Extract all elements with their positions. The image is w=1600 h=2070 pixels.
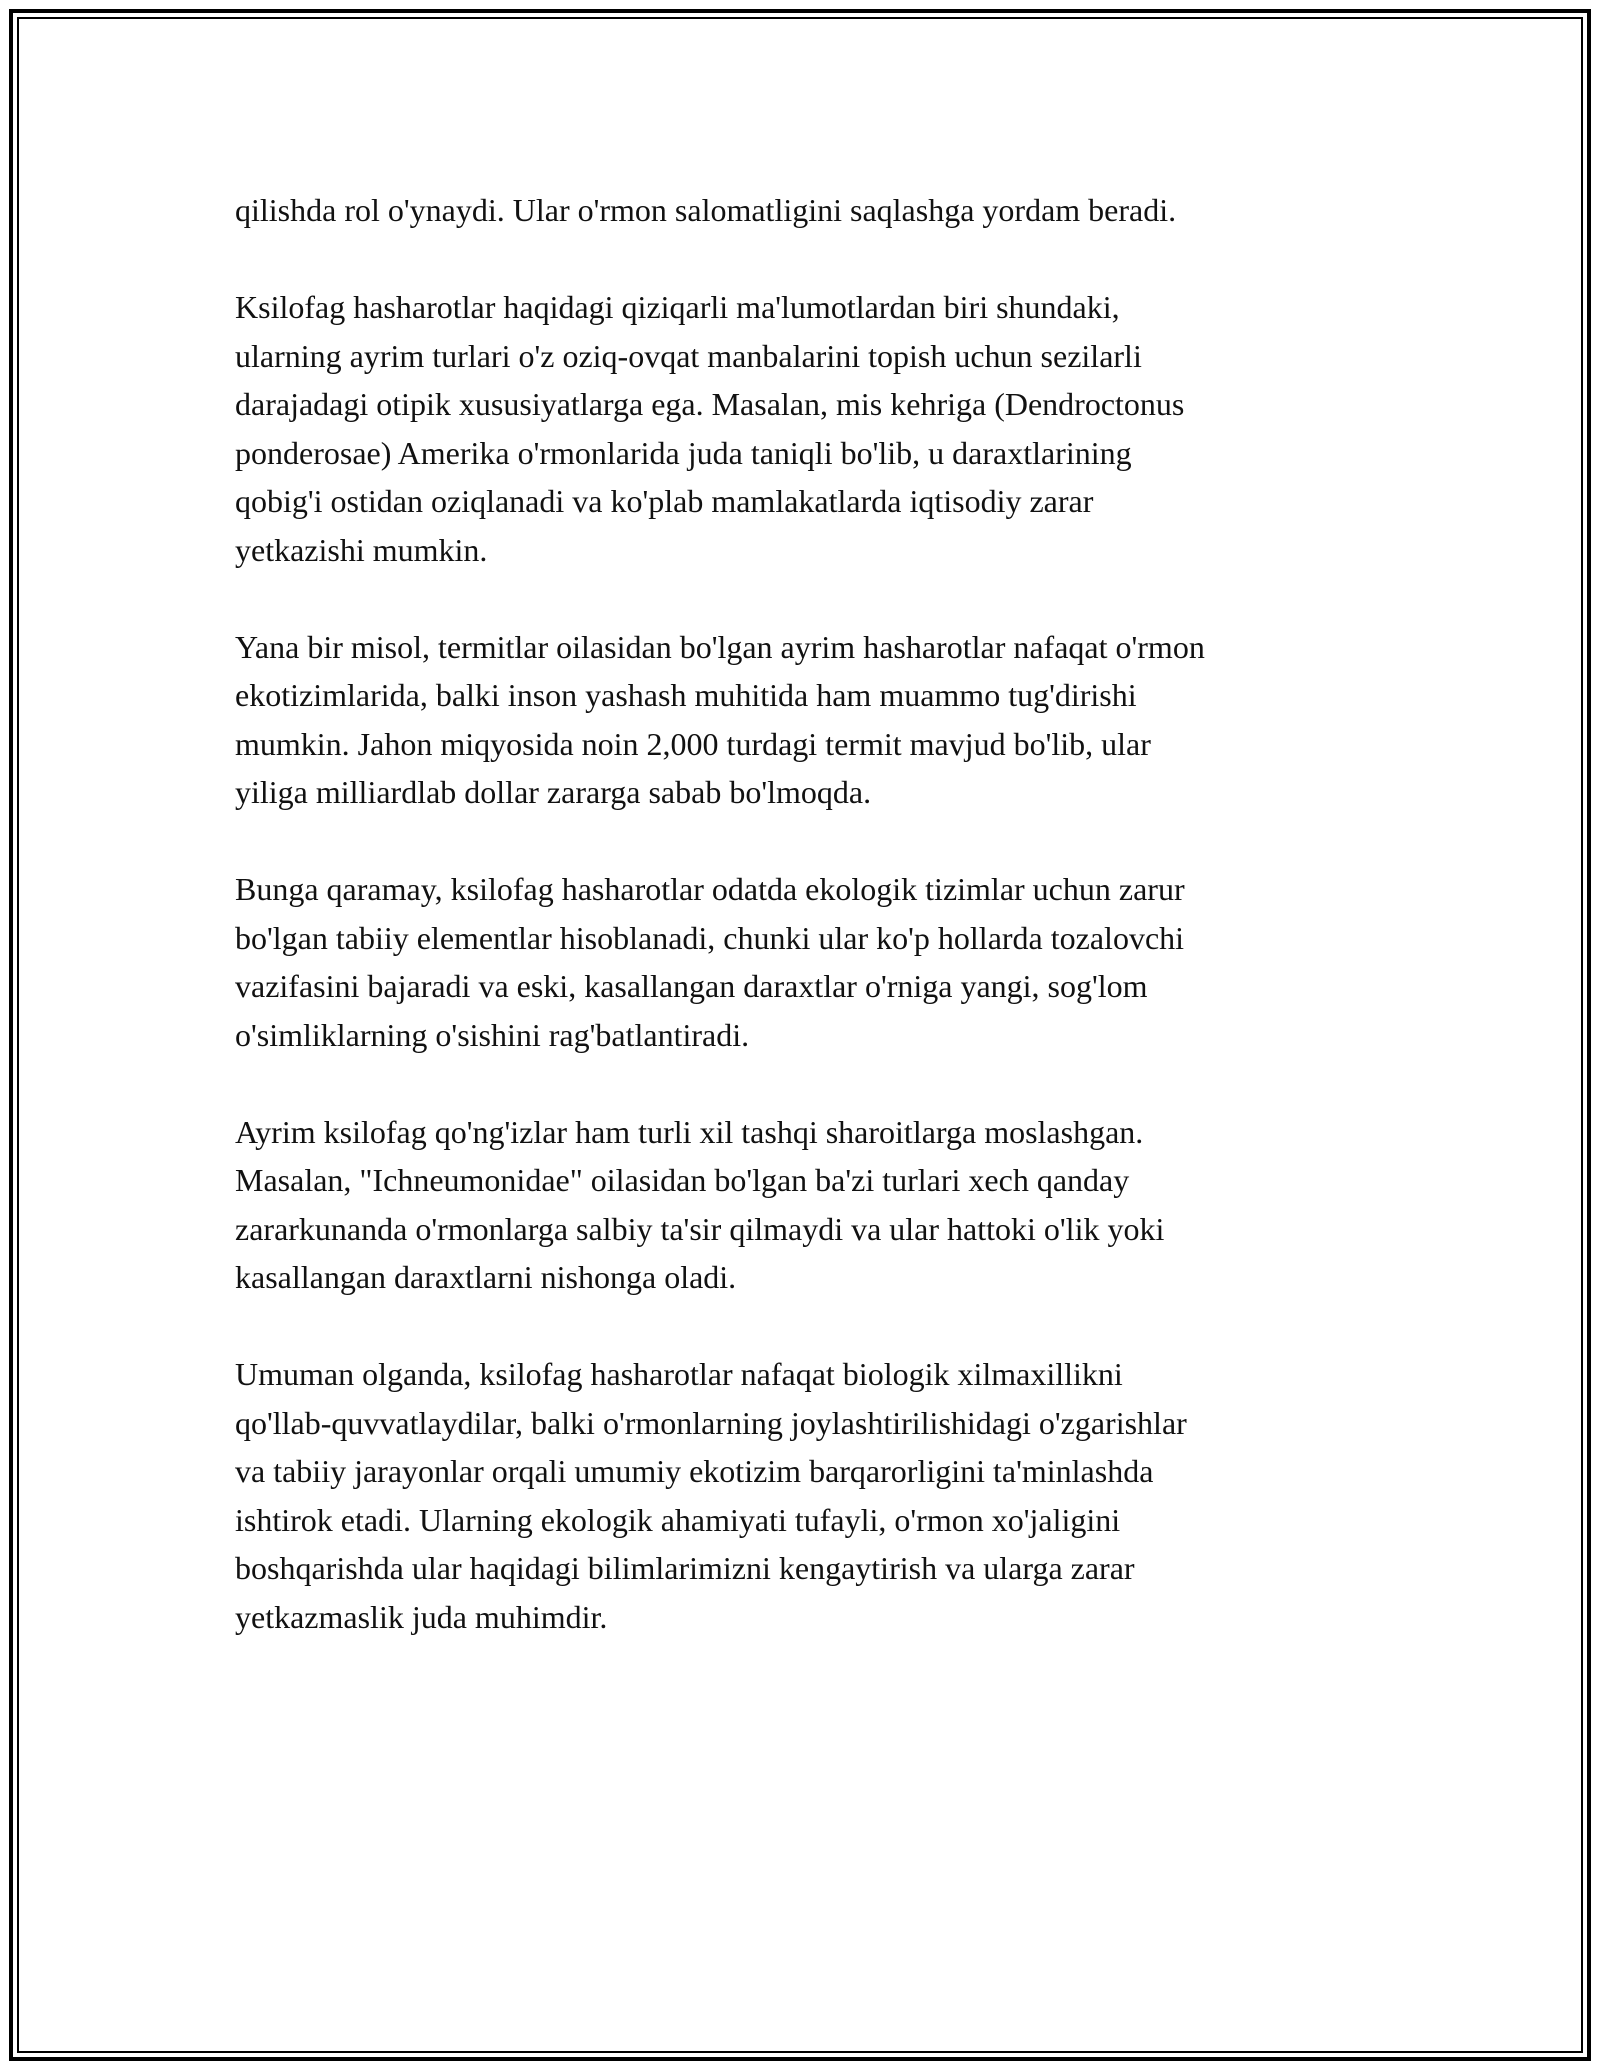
paragraph-adaptation: Ayrim ksilofag qo'ng'izlar ham turli xil tashqi sharoitlarga moslashgan. Masalan, "Ichneumonidae" oilasidan bo'lgan ba'zi turlari xech qanday zararkunanda o'rmonlarga salbiy ta'sir qilmaydi va ular hattoki o'lik yoki kasallangan daraxtlarni nishonga oladi. xyxy=(235,1113,1165,1295)
paragraph-conclusion: Umuman olganda, ksilofag hasharotlar nafaqat biologik xilmaxillikni qo'llab-quvvatlaydilar, balki o'rmonlarning joylashtirilishidagi o'zgarishlar va tabiiy jarayonlar orqali umumiy ekotizim barqarorligini ta'minlashda ishtirok etadi. Ularning ekologik ahamiyati tufayli, o'rmon xo'jaligini boshqarishda ular haqidagi bilimlarimizni kengaytirish va ularga zarar yetkazmaslik juda muhimdir. xyxy=(235,1356,1187,1635)
paragraph-continuation: qilishda rol o'ynaydi. Ular o'rmon salomatligini saqlashga yordam beradi. xyxy=(235,192,1177,228)
document-body xyxy=(235,186,1365,1690)
paragraph-termites: Yana bir misol, termitlar oilasidan bo'lgan ayrim hasharotlar nafaqat o'rmon ekotizimlarida, balki inson yashash muhitida ham muammo tug'dirishi mumkin. Jahon miqyosida noin 2,000 turdagi termit mavjud bo'lib, ular yiliga milliardlab dollar zararga sabab bo'lmoqda. xyxy=(235,628,1205,810)
paragraph-ecological-role: Bunga qaramay, ksilofag hasharotlar odatda ekologik tizimlar uchun zarur bo'lgan tabiiy elementlar hisoblanadi, chunki ular ko'p hollarda tozalovchi vazifasini bajaradi va eski, kasallangan daraxtlar o'rniga yangi, sog'lom o'simliklarning o'sishini rag'batlantiradi. xyxy=(235,871,1185,1053)
paragraph-bark-beetle: Ksilofag hasharotlar haqidagi qiziqarli ma'lumotlardan biri shundaki, ularning ayrim turlari o'z oziq-ovqat manbalarini topish uchun sezilarli darajadagi otipik xususiyatlarga ega. Masalan, mis kehriga (Dendroctonus ponderosae) Amerika o'rmonlarida juda taniqli bo'lib, u daraxtlarining qobig'i ostidan oziqlanadi va ko'plab mamlakatlarda iqtisodiy zarar yetkazishi mumkin. xyxy=(235,289,1185,568)
